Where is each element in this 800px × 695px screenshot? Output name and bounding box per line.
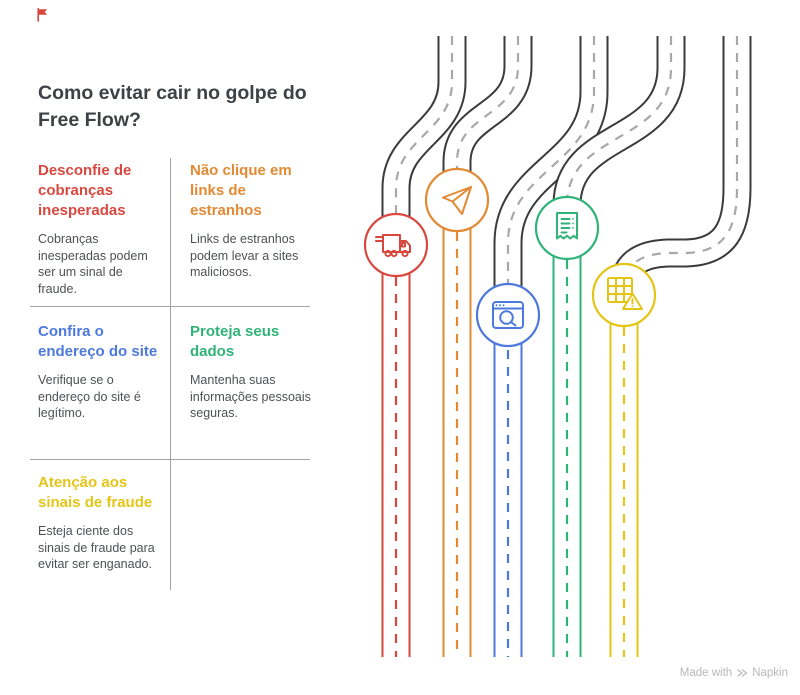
divider-horizontal-1 <box>30 306 310 307</box>
section-body-nao-clique: Links de estranhos podem levar a sites maliciosos. <box>190 231 299 280</box>
made-with-label: Made with <box>679 667 733 679</box>
section-body-proteja: Mantenha suas informações pessoais seguras. <box>190 372 311 421</box>
section-heading-nao-clique: Não clique em links de estranhos <box>190 162 292 219</box>
page-title: Como evitar cair no golpe do Free Flow? <box>38 82 307 131</box>
napkin-credit-link[interactable] <box>680 667 788 679</box>
divider-horizontal-2 <box>30 459 310 460</box>
browser-search-badge <box>477 284 539 346</box>
divider-vertical <box>170 158 171 590</box>
browser-dots <box>496 304 505 306</box>
section-desconfie <box>38 161 160 298</box>
truck-badge <box>365 214 427 276</box>
section-nao-clique <box>190 161 312 281</box>
receipt-badge <box>536 197 598 259</box>
section-heading-desconfie: Desconfie de cobranças inesperadas <box>38 162 132 219</box>
section-body-atencao: Esteja ciente dos sinais de fraude para evitar ser enganado. <box>38 523 155 572</box>
section-confira <box>38 322 160 422</box>
brand-label: Napkin <box>752 667 788 679</box>
section-atencao <box>38 473 160 573</box>
section-body-confira: Verifique se o endereço do site é legítimo. <box>38 372 141 421</box>
red-flag-icon <box>35 7 50 22</box>
section-heading-atencao: Atenção aos sinais de fraude <box>38 474 153 511</box>
section-proteja <box>190 322 312 422</box>
napkin-logo-icon <box>736 667 748 679</box>
section-body-desconfie: Cobranças inesperadas podem ser um sinal de fraude. <box>38 231 148 297</box>
grid-alert-badge <box>593 264 655 326</box>
alert-dot <box>632 305 634 307</box>
section-heading-confira: Confira o endereço do site <box>38 323 158 360</box>
section-heading-proteja: Proteja seus dados <box>190 323 280 360</box>
paper-plane-badge <box>426 169 488 231</box>
